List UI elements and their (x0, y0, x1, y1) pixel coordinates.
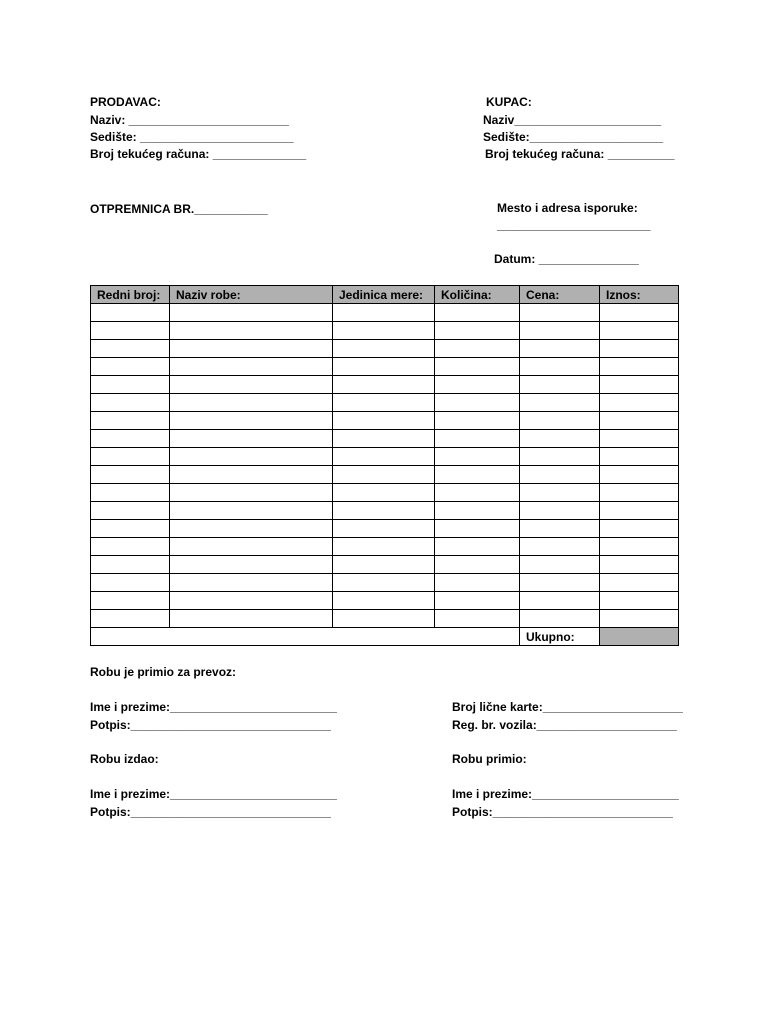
table-cell[interactable] (333, 448, 435, 466)
table-cell[interactable] (600, 304, 679, 322)
table-cell[interactable] (520, 610, 600, 628)
table-cell[interactable] (91, 394, 170, 412)
table-row (91, 412, 679, 430)
table-cell[interactable] (600, 322, 679, 340)
table-cell[interactable] (435, 484, 520, 502)
transport-vehicle-field: Reg. br. vozila:_____________________ (452, 718, 677, 732)
table-cell[interactable] (520, 394, 600, 412)
table-cell[interactable] (91, 484, 170, 502)
table-cell[interactable] (435, 340, 520, 358)
table-row (91, 358, 679, 376)
table-cell[interactable] (520, 322, 600, 340)
col-header-number: Redni broj: (91, 286, 170, 304)
table-cell[interactable] (333, 520, 435, 538)
table-cell[interactable] (600, 610, 679, 628)
table-cell[interactable] (520, 574, 600, 592)
table-cell[interactable] (91, 556, 170, 574)
buyer-account-field: Broj tekućeg računa: __________ (485, 147, 675, 161)
table-cell[interactable] (333, 538, 435, 556)
received-signature-field: Potpis:___________________________ (452, 805, 673, 819)
table-cell[interactable] (91, 610, 170, 628)
table-row (91, 574, 679, 592)
table-cell[interactable] (520, 358, 600, 376)
table-cell[interactable] (170, 592, 333, 610)
issued-signature-field: Potpis:______________________________ (90, 805, 331, 819)
table-cell[interactable] (435, 538, 520, 556)
table-cell[interactable] (333, 556, 435, 574)
col-header-unit: Jedinica mere: (333, 286, 435, 304)
table-cell[interactable] (91, 430, 170, 448)
table-cell[interactable] (333, 592, 435, 610)
table-cell[interactable] (520, 592, 600, 610)
table-cell[interactable] (600, 358, 679, 376)
table-cell[interactable] (520, 538, 600, 556)
total-amount-cell[interactable] (600, 628, 679, 646)
delivery-label: Mesto i adresa isporuke: (497, 201, 638, 215)
table-cell[interactable] (91, 322, 170, 340)
table-cell[interactable] (435, 376, 520, 394)
table-row (91, 340, 679, 358)
table-cell[interactable] (170, 574, 333, 592)
table-cell[interactable] (600, 340, 679, 358)
table-cell[interactable] (170, 484, 333, 502)
table-cell[interactable] (170, 502, 333, 520)
table-cell[interactable] (600, 502, 679, 520)
table-cell[interactable] (600, 430, 679, 448)
table-row (91, 610, 679, 628)
transport-heading: Robu je primio za prevoz: (90, 665, 237, 679)
table-cell[interactable] (520, 484, 600, 502)
table-cell[interactable] (91, 304, 170, 322)
table-cell[interactable] (520, 556, 600, 574)
buyer-heading: KUPAC: (486, 95, 532, 109)
transport-name-field: Ime i prezime:_________________________ (90, 700, 337, 714)
seller-seat-field: Sedište: _______________________ (90, 130, 294, 144)
table-cell[interactable] (333, 484, 435, 502)
table-row (91, 484, 679, 502)
table-cell[interactable] (435, 322, 520, 340)
table-row (91, 322, 679, 340)
table-cell[interactable] (600, 538, 679, 556)
table-cell[interactable] (435, 520, 520, 538)
table-cell[interactable] (170, 610, 333, 628)
table-cell[interactable] (170, 340, 333, 358)
buyer-name-field: Naziv______________________ (483, 113, 662, 127)
table-cell[interactable] (520, 340, 600, 358)
table-cell[interactable] (170, 412, 333, 430)
table-cell[interactable] (600, 520, 679, 538)
table-cell[interactable] (333, 358, 435, 376)
received-heading: Robu primio: (452, 752, 527, 766)
total-spacer-cell (91, 628, 520, 646)
table-cell[interactable] (170, 448, 333, 466)
table-cell[interactable] (333, 304, 435, 322)
table-cell[interactable] (435, 412, 520, 430)
table-cell[interactable] (520, 430, 600, 448)
table-cell[interactable] (520, 466, 600, 484)
table-row (91, 538, 679, 556)
table-cell[interactable] (435, 304, 520, 322)
table-cell[interactable] (600, 466, 679, 484)
col-header-price: Cena: (520, 286, 600, 304)
table-cell[interactable] (600, 376, 679, 394)
table-cell[interactable] (520, 304, 600, 322)
table-cell[interactable] (333, 376, 435, 394)
table-cell[interactable] (91, 520, 170, 538)
table-cell[interactable] (91, 358, 170, 376)
table-cell[interactable] (333, 430, 435, 448)
table-cell[interactable] (600, 574, 679, 592)
table-cell[interactable] (91, 412, 170, 430)
table-cell[interactable] (435, 430, 520, 448)
table-cell[interactable] (170, 430, 333, 448)
table-cell[interactable] (170, 394, 333, 412)
items-table (90, 285, 679, 646)
issued-name-field: Ime i prezime:_________________________ (90, 787, 337, 801)
col-header-item-name: Naziv robe: (170, 286, 333, 304)
table-header-row (91, 286, 679, 304)
table-cell[interactable] (170, 520, 333, 538)
table-cell[interactable] (170, 466, 333, 484)
issued-heading: Robu izdao: (90, 752, 159, 766)
table-cell[interactable] (333, 574, 435, 592)
table-cell[interactable] (333, 340, 435, 358)
total-label: Ukupno: (520, 628, 600, 646)
table-row (91, 304, 679, 322)
transport-signature-field: Potpis:______________________________ (90, 718, 331, 732)
seller-name-field: Naziv: ________________________ (90, 113, 289, 127)
table-cell[interactable] (170, 556, 333, 574)
table-cell[interactable] (91, 574, 170, 592)
table-cell[interactable] (91, 538, 170, 556)
table-cell[interactable] (333, 322, 435, 340)
dispatch-number: OTPREMNICA BR.___________ (90, 202, 268, 216)
table-row (91, 502, 679, 520)
table-cell[interactable] (91, 466, 170, 484)
table-row (91, 592, 679, 610)
table-cell[interactable] (91, 592, 170, 610)
col-header-amount: Iznos: (600, 286, 679, 304)
table-cell[interactable] (170, 376, 333, 394)
table-row (91, 376, 679, 394)
table-row (91, 394, 679, 412)
table-row (91, 448, 679, 466)
total-row (91, 628, 679, 646)
table-row (91, 466, 679, 484)
table-cell[interactable] (600, 592, 679, 610)
col-header-quantity: Količina: (435, 286, 520, 304)
table-cell[interactable] (170, 538, 333, 556)
buyer-seat-field: Sedište:____________________ (483, 130, 664, 144)
table-cell[interactable] (435, 556, 520, 574)
table-cell[interactable] (333, 466, 435, 484)
received-name-field: Ime i prezime:______________________ (452, 787, 679, 801)
table-cell[interactable] (520, 412, 600, 430)
table-cell[interactable] (520, 448, 600, 466)
table-cell[interactable] (520, 502, 600, 520)
delivery-address-line: _______________________ (497, 218, 651, 232)
table-cell[interactable] (333, 610, 435, 628)
table-cell[interactable] (91, 448, 170, 466)
table-cell[interactable] (600, 412, 679, 430)
table-row (91, 430, 679, 448)
table-cell[interactable] (435, 574, 520, 592)
table-cell[interactable] (600, 394, 679, 412)
transport-id-card-field: Broj lične karte:_____________________ (452, 700, 683, 714)
table-cell[interactable] (91, 376, 170, 394)
table-cell[interactable] (91, 502, 170, 520)
table-cell[interactable] (333, 412, 435, 430)
table-cell[interactable] (600, 448, 679, 466)
delivery-date: Datum: _______________ (494, 252, 639, 266)
table-cell[interactable] (435, 610, 520, 628)
table-cell[interactable] (333, 502, 435, 520)
table-row (91, 556, 679, 574)
seller-account-field: Broj tekućeg računa: ______________ (90, 147, 307, 161)
table-cell[interactable] (435, 502, 520, 520)
table-cell[interactable] (170, 322, 333, 340)
table-cell[interactable] (333, 394, 435, 412)
table-cell[interactable] (170, 304, 333, 322)
table-cell[interactable] (170, 358, 333, 376)
table-cell[interactable] (520, 520, 600, 538)
table-cell[interactable] (435, 466, 520, 484)
table-cell[interactable] (520, 376, 600, 394)
table-cell[interactable] (600, 556, 679, 574)
table-cell[interactable] (600, 484, 679, 502)
table-cell[interactable] (91, 340, 170, 358)
table-cell[interactable] (435, 592, 520, 610)
table-cell[interactable] (435, 358, 520, 376)
table-row (91, 520, 679, 538)
table-cell[interactable] (435, 448, 520, 466)
seller-heading: PRODAVAC: (90, 95, 161, 109)
table-cell[interactable] (435, 394, 520, 412)
